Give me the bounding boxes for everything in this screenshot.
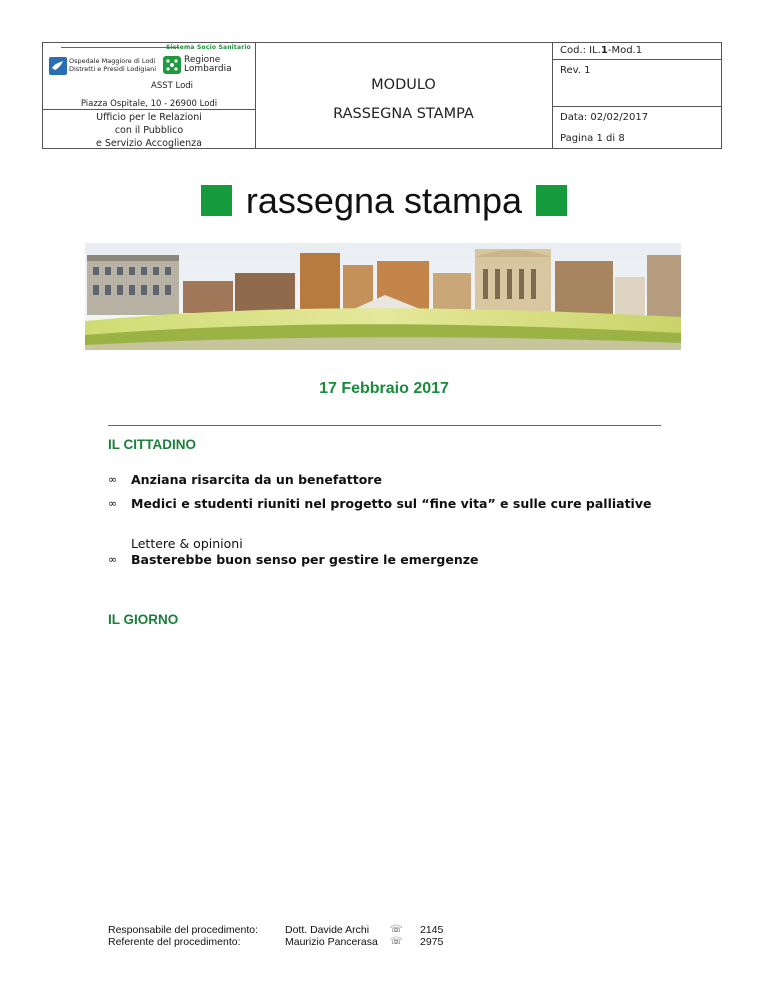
article-link[interactable]: ∞ Lettere & opinioni Basterebbe buon senso per gestire le emergenze <box>131 536 661 568</box>
doc-date: Data: 02/02/2017 <box>560 112 649 123</box>
press-review-date: 17 Febbraio 2017 <box>319 380 449 397</box>
footer-names: Dott. Davide Archi Maurizio Pancerasa <box>285 924 378 948</box>
logo-area <box>43 43 255 101</box>
document-header <box>42 42 722 149</box>
footer-labels: Responsabile del procedimento: Referente del procedimento: <box>108 924 259 948</box>
rassegna-title: rassegna stampa <box>0 180 768 222</box>
footer-phones: 2145 2975 <box>420 924 444 948</box>
article-link[interactable]: ∞ Anziana risarcita da un benefattore <box>108 472 382 487</box>
revision: Rev. 1 <box>560 65 591 76</box>
infinity-bullet-icon: ∞ <box>108 497 118 510</box>
section-heading-il-giorno: IL GIORNO <box>108 612 179 627</box>
asst-label: ASST Lodi <box>151 81 194 91</box>
header-meta-cell <box>552 43 721 148</box>
ospedale-name: Ospedale Maggiore di Lodi Distretti e Presidi Lodigiani <box>69 57 157 73</box>
address: Piazza Ospitale, 10 - 26900 Lodi <box>80 99 218 109</box>
green-square-icon <box>536 185 567 216</box>
doc-code: Cod.: IL.1-Mod.1 <box>560 45 643 56</box>
horizontal-rule <box>108 425 661 426</box>
sistema-label: Sistema Socio Sanitario <box>166 44 251 51</box>
hospital-buildings-banner <box>85 243 681 350</box>
module-subtitle: RASSEGNA STAMPA <box>333 106 474 122</box>
article-category: Lettere & opinioni <box>131 536 243 551</box>
meta-divider <box>552 59 721 60</box>
green-square-icon <box>201 185 232 216</box>
meta-divider <box>552 106 721 107</box>
page-number: Pagina 1 di 8 <box>560 133 625 144</box>
regione-name: Regione Lombardia <box>184 55 232 74</box>
office-name: Ufficio per le Relazioni con il Pubblico e Servizio Accoglienza <box>43 109 255 148</box>
header-title-cell <box>255 43 553 148</box>
regione-lombardia-logo-icon <box>163 56 181 74</box>
logo-divider <box>61 47 179 48</box>
header-left-cell <box>43 43 256 148</box>
dove-icon <box>49 57 67 75</box>
infinity-bullet-icon: ∞ <box>108 473 118 486</box>
infinity-bullet-icon: ∞ <box>108 553 118 566</box>
article-link[interactable]: ∞ Medici e studenti riuniti nel progetto sul “fine vita” e sulle cure palliative <box>108 496 652 511</box>
module-title: MODULO <box>371 77 436 93</box>
footer-phone-icons <box>390 924 403 948</box>
section-heading-il-cittadino: IL CITTADINO <box>108 437 196 452</box>
telephone-icon: ☏ <box>390 936 403 947</box>
telephone-icon: ☏ <box>390 924 403 935</box>
